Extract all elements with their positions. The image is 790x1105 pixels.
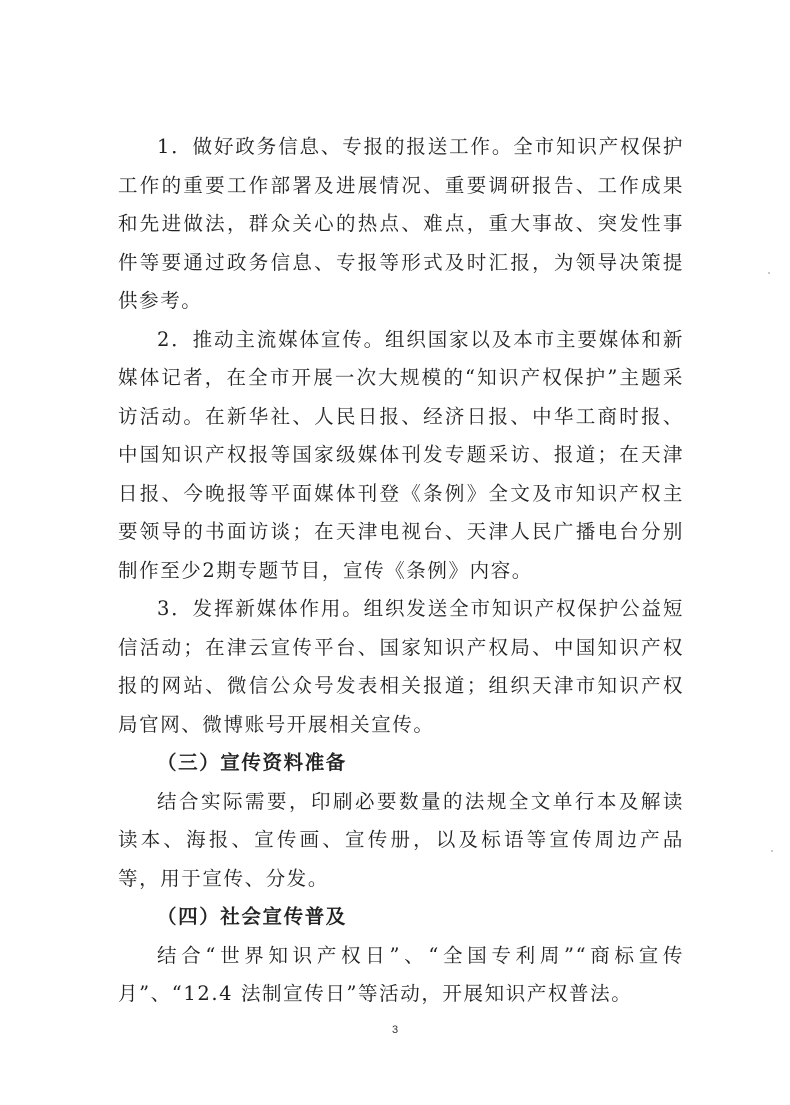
scan-speck [771, 850, 773, 852]
paragraph-new-media: 3．发挥新媒体作用。组织发送全市知识产权保护公益短信活动；在津云宣传平台、国家知识产权局、中国知识产权报的网站、微信公众号发表相关报道；组织天津市知识产权局官网、微博账号开展相关宣传。 [118, 597, 684, 736]
paragraph-materials: 结合实际需要，印刷必要数量的法规全文单行本及解读读本、海报、宣传画、宣传册，以及标语等宣传周边产品等，用于宣传、分发。 [118, 789, 684, 890]
paragraph-social-publicity: 结合“世界知识产权日”、“全国专利周”“商标宣传月”、“12.4 法制宣传日”等活动，开展知识产权普法。 [118, 943, 684, 1005]
scan-speck [768, 272, 770, 274]
document-body [118, 128, 684, 1014]
section-heading-materials: （三）宣传资料准备 [157, 751, 347, 774]
paragraph-mainstream-media: 2．推动主流媒体宣传。组织国家以及本市主要媒体和新媒体记者，在全市开展一次大规模的“知识产权保护”主题采访活动。在新华社、人民日报、经济日报、中华工商时报、中国知识产权报等国家级媒体刊发专题采访、报道；在天津日报、今晚报等平面媒体刊登《条例》全文及市知识产权主要领导的书面访谈；在天津电视台、天津人民广播电台分别制作至少2期专题节目，宣传《条例》内容。 [118, 327, 684, 582]
section-heading-social-publicity: （四）社会宣传普及 [157, 905, 347, 928]
page-number: 3 [391, 1024, 399, 1036]
paragraph-government-info: 1．做好政务信息、专报的报送工作。全市知识产权保护工作的重要工作部署及进展情况、重要调研报告、工作成果和先进做法，群众关心的热点、难点，重大事故、突发性事件等要通过政务信息、专报等形式及时汇报，为领导决策提供参考。 [118, 135, 684, 312]
